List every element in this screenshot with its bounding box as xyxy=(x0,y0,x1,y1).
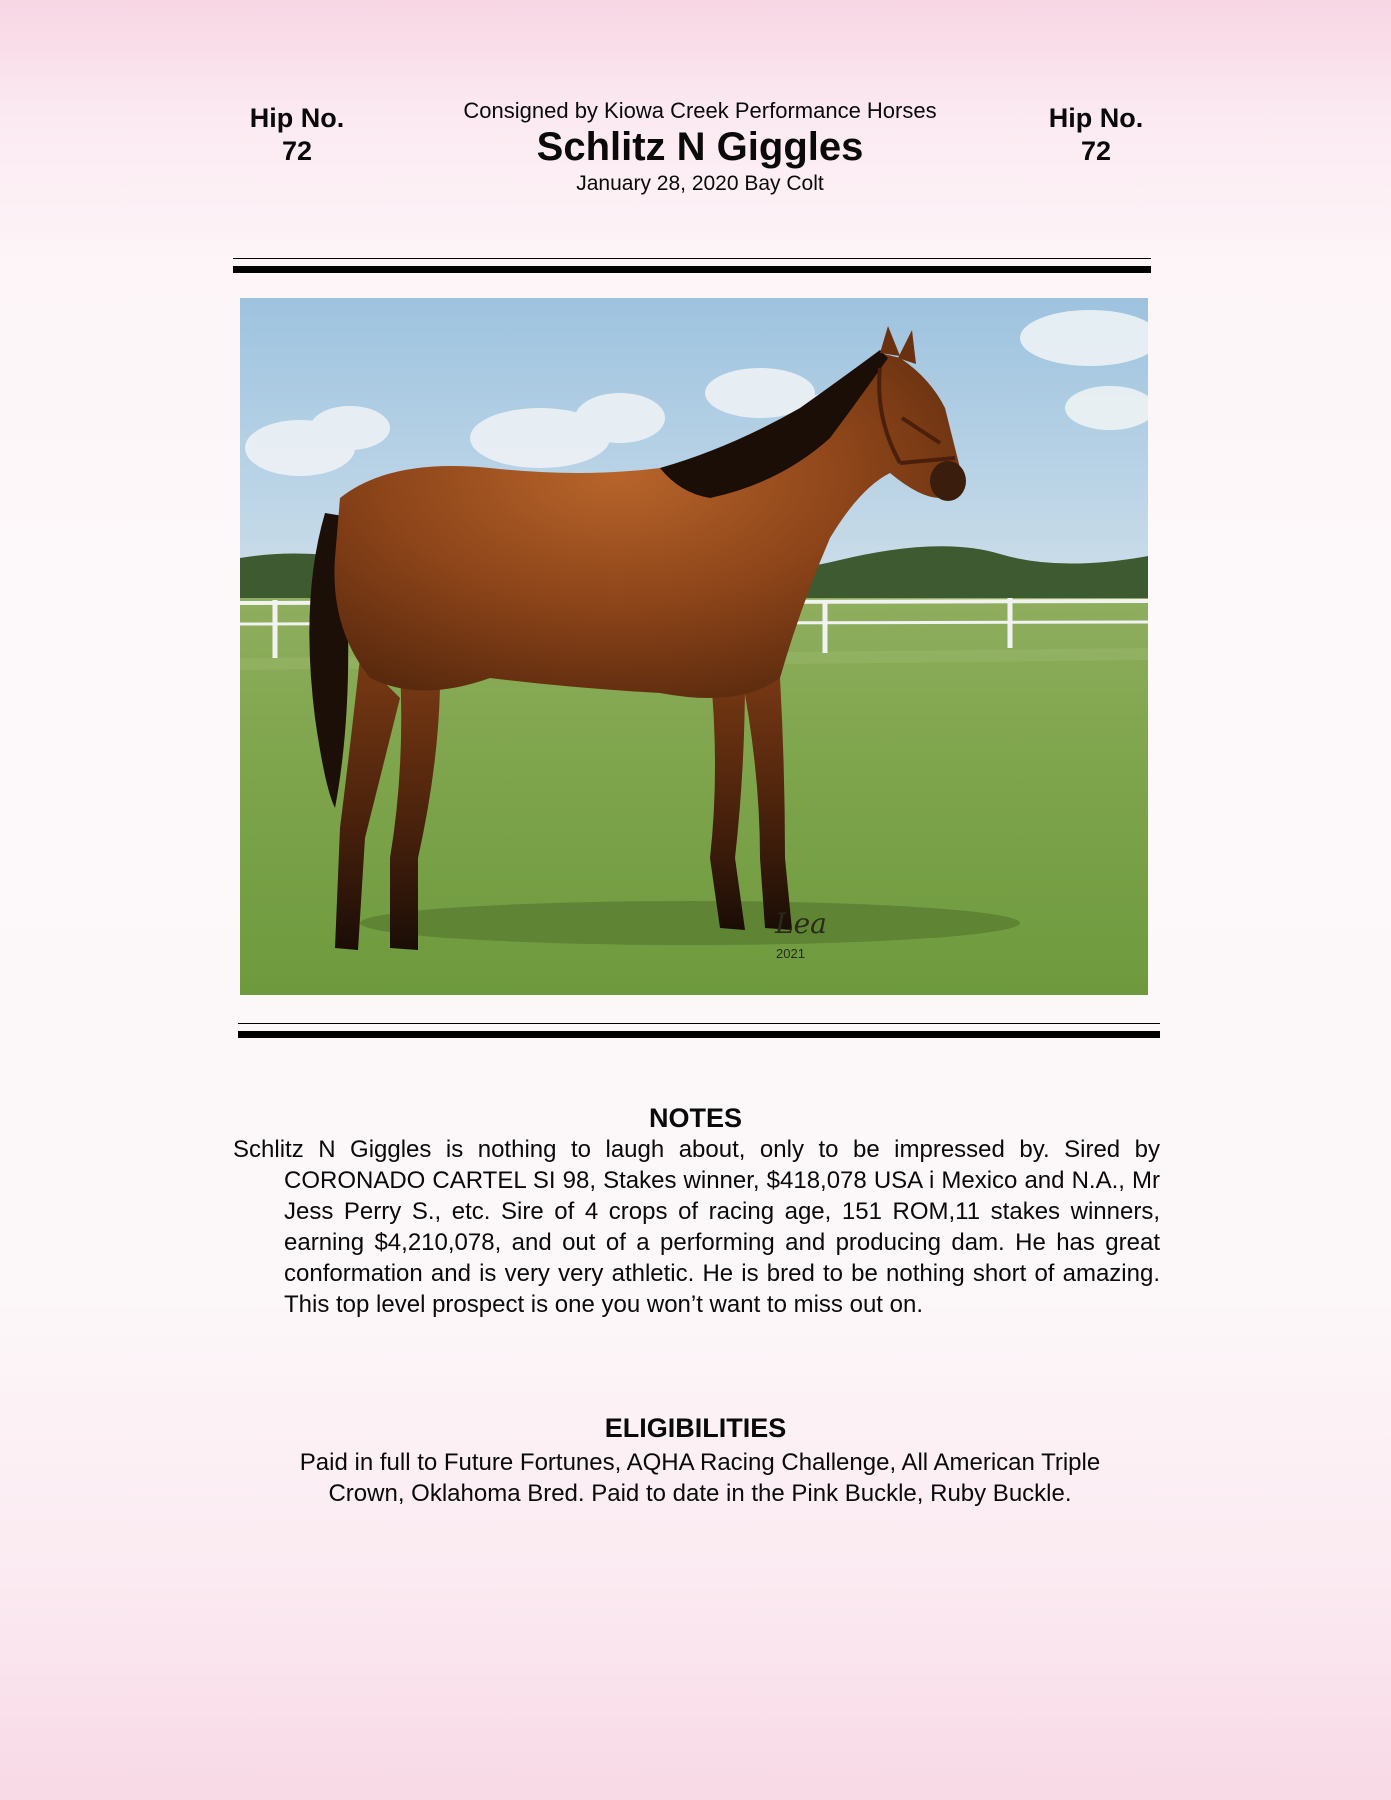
divider-bottom-thick xyxy=(238,1031,1160,1038)
notes-text: Schlitz N Giggles is nothing to laugh about, only to be impressed by. Sired by CORONADO CARTEL SI 98, Stakes winner, $418,078 USA i Mexico and N.A., Mr Jess Perry S., etc. Sire of 4 crops of racing age, 151 ROM,11 stakes winners, earning $4,210,078, and out of a performing and producing dam. He has great conformation and is very very athletic. He is bred to be nothing short of amazing. This top level prospect is one you won’t want to miss out on. xyxy=(233,1136,1160,1318)
eligibilities-text xyxy=(260,1447,1140,1509)
photo-signature: Lea xyxy=(775,907,827,940)
consignor-line: Consigned by Kiowa Creek Performance Horses xyxy=(463,98,937,123)
hip-label-right: Hip No. xyxy=(1048,103,1144,133)
horse-name: Schlitz N Giggles xyxy=(536,125,864,169)
lot-header xyxy=(400,98,1000,197)
divider-top-thin xyxy=(233,258,1151,259)
photo-signature-year: 2021 xyxy=(776,946,805,961)
hip-number-left xyxy=(227,102,367,168)
hip-value-right: 72 xyxy=(1080,136,1112,166)
divider-top-thick xyxy=(233,266,1151,273)
hip-value-left: 72 xyxy=(281,136,313,166)
notes-heading: NOTES xyxy=(648,1103,742,1133)
eligibilities-line-1: Paid in full to Future Fortunes, AQHA Racing Challenge, All American Triple xyxy=(299,1449,1101,1476)
eligibilities-heading: ELIGIBILITIES xyxy=(604,1413,787,1443)
horse-photo xyxy=(240,298,1148,995)
hip-number-right xyxy=(1026,102,1166,168)
divider-bottom-thin xyxy=(238,1023,1160,1024)
eligibilities-line-2: Crown, Oklahoma Bred. Paid to date in the Pink Buckle, Ruby Buckle. xyxy=(328,1480,1072,1507)
hip-label-left: Hip No. xyxy=(249,103,345,133)
foaling-info: January 28, 2020 Bay Colt xyxy=(576,172,824,195)
